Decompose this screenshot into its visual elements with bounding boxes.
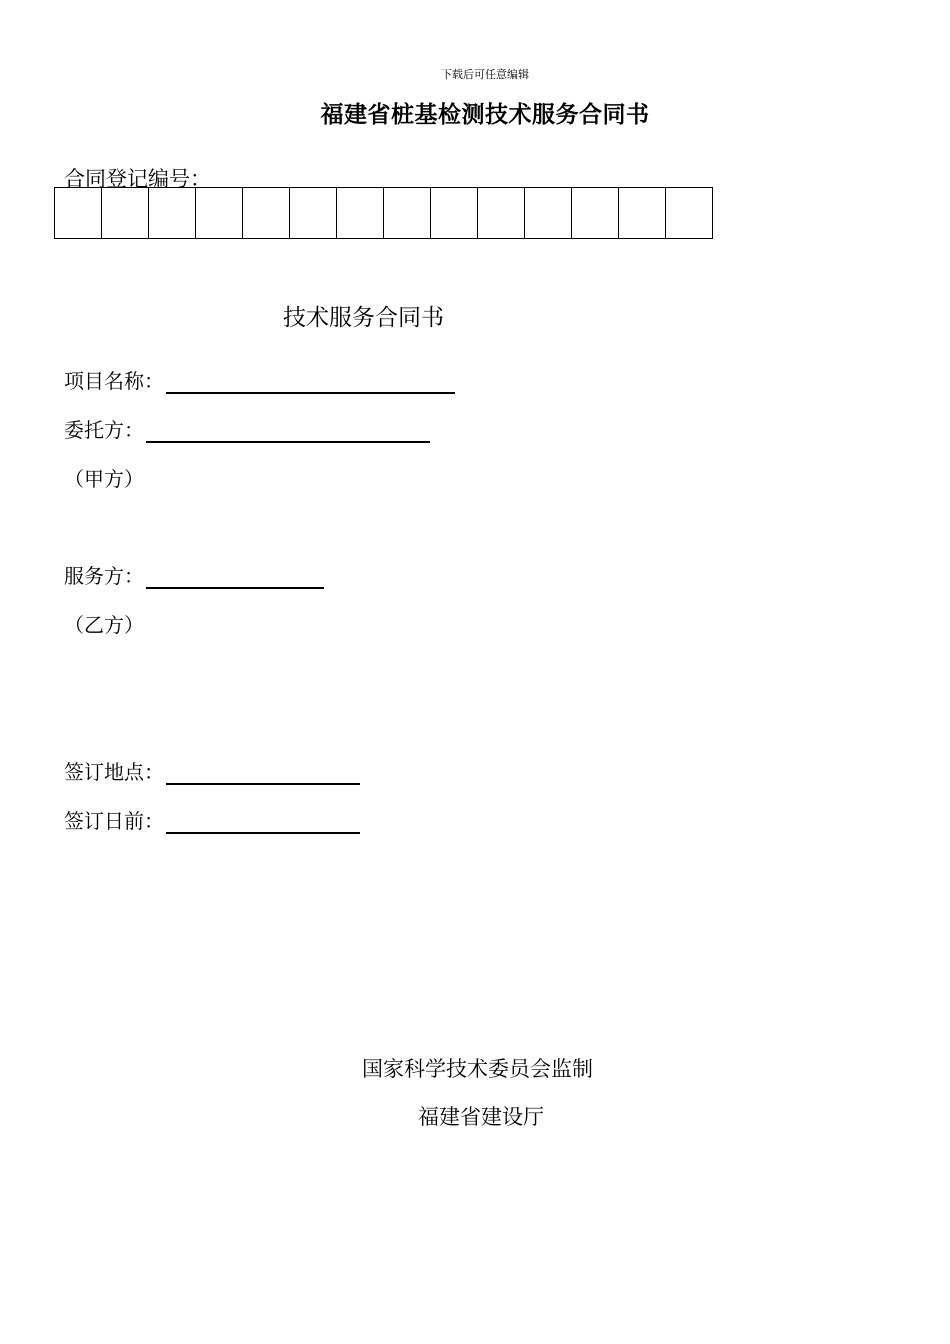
- client-input[interactable]: [146, 419, 430, 443]
- registration-number-label: 合同登记编号：: [64, 167, 211, 191]
- party-a-note: （甲方）: [64, 467, 144, 491]
- project-name-label: 项目名称：: [64, 369, 164, 393]
- registration-digit-cell[interactable]: [102, 188, 149, 239]
- registration-number-grid: [54, 187, 713, 239]
- header-note: 下载后可任意编辑: [441, 68, 529, 81]
- registration-digit-cell[interactable]: [572, 188, 619, 239]
- sign-place-label: 签订地点：: [64, 760, 164, 784]
- sign-date-field: [64, 805, 360, 834]
- registration-digit-cell[interactable]: [55, 188, 102, 239]
- document-title: 福建省桩基检测技术服务合同书: [320, 101, 650, 128]
- provider-field: [64, 560, 324, 589]
- provider-input[interactable]: [146, 565, 324, 589]
- sign-place-input[interactable]: [166, 761, 360, 785]
- sub-title: 技术服务合同书: [283, 305, 444, 331]
- provider-label: 服务方：: [64, 564, 144, 588]
- registration-digit-cell[interactable]: [196, 188, 243, 239]
- registration-digit-cell[interactable]: [384, 188, 431, 239]
- client-field: [64, 414, 430, 443]
- registration-digit-cell[interactable]: [337, 188, 384, 239]
- party-b-note: （乙方）: [64, 613, 144, 637]
- registration-digit-cell[interactable]: [290, 188, 337, 239]
- registration-digit-cell[interactable]: [431, 188, 478, 239]
- client-label: 委托方：: [64, 418, 144, 442]
- sign-date-input[interactable]: [166, 810, 360, 834]
- registration-digit-cell[interactable]: [619, 188, 666, 239]
- project-name-input[interactable]: [166, 370, 455, 394]
- registration-digit-cell[interactable]: [243, 188, 290, 239]
- registration-digit-cell[interactable]: [666, 188, 713, 239]
- sign-place-field: [64, 756, 360, 785]
- supervisor-line: 国家科学技术委员会监制: [362, 1057, 593, 1081]
- sign-date-label: 签订日前：: [64, 809, 164, 833]
- registration-digit-cell[interactable]: [149, 188, 196, 239]
- department-line: 福建省建设厅: [418, 1105, 544, 1129]
- registration-digit-cell[interactable]: [478, 188, 525, 239]
- registration-digit-cell[interactable]: [525, 188, 572, 239]
- project-name-field: [64, 365, 455, 394]
